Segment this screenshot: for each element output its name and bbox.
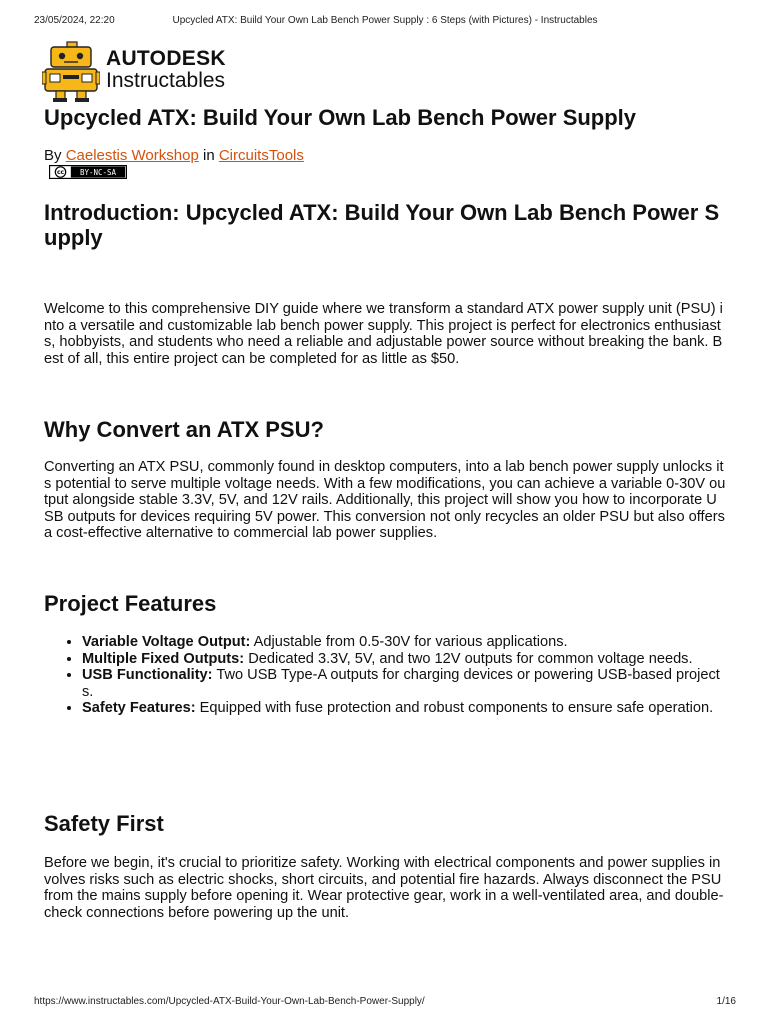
feature-label: USB Functionality: — [82, 667, 213, 683]
features-list — [44, 634, 726, 717]
feature-item — [82, 667, 726, 700]
by-label: By — [44, 147, 62, 164]
feature-item — [82, 634, 726, 651]
logo-autodesk-text: AUTODESK — [106, 47, 226, 70]
feature-label: Multiple Fixed Outputs: — [82, 650, 245, 667]
intro-heading: Introduction: Upcycled ATX: Build Your Own Lab Bench Power Supply — [44, 200, 720, 250]
why-heading: Why Convert an ATX PSU? — [44, 417, 324, 442]
instructables-logo[interactable] — [42, 40, 252, 104]
logo-instructables-text: Instructables — [106, 69, 226, 92]
feature-label: Safety Features: — [82, 700, 196, 716]
safety-heading: Safety First — [44, 811, 164, 836]
safety-paragraph: Before we begin, it's crucial to prioritize safety. Working with electrical components and power supplies involves risks such as electric shocks, short circuits, and potential fire hazards. Always disconnect the PSU from the mains supply before opening it. Wear protective gear, work in a well-ventilated area, and double-check connections before powering up the unit. — [44, 855, 724, 921]
print-page-title: Upcycled ATX: Build Your Own Lab Bench Power Supply : 6 Steps (with Pictures) - Instructables — [172, 15, 598, 26]
feature-text: Dedicated 3.3V, 5V, and two 12V outputs for common voltage needs. — [244, 650, 693, 667]
page-number: 1/16 — [716, 996, 736, 1007]
cc-license-badge[interactable] — [49, 165, 127, 179]
print-date: 23/05/2024, 22:20 — [34, 15, 115, 26]
byline — [44, 147, 304, 165]
print-url: https://www.instructables.com/Upcycled-ATX-Build-Your-Own-Lab-Bench-Power-Supply/ — [34, 996, 425, 1007]
feature-item — [82, 700, 726, 717]
feature-text: Equipped with fuse protection and robust components to ensure safe operation. — [195, 700, 714, 716]
feature-label: Variable Voltage Output: — [82, 634, 251, 650]
svg-text:cc: cc — [56, 169, 65, 177]
article-title: Upcycled ATX: Build Your Own Lab Bench Power Supply — [44, 105, 637, 130]
feature-text: Adjustable from 0.5-30V for various applications. — [250, 634, 568, 650]
category-link[interactable]: CircuitsTools — [218, 147, 304, 164]
license-text: BY-NC-SA — [79, 168, 117, 177]
instructables-robot-icon — [42, 40, 100, 104]
author-link[interactable]: Caelestis Workshop — [65, 147, 199, 164]
intro-paragraph: Welcome to this comprehensive DIY guide where we transform a standard ATX power supply unit (PSU) into a versatile and customizable lab bench power supply. This project is perfect for electronics enthusiasts, hobbyists, and students who need a reliable and adjustable power source without breaking the bank. Best of all, this entire project can be completed for as little as $50. — [44, 301, 723, 367]
features-heading: Project Features — [44, 591, 217, 616]
print-footer — [34, 996, 736, 1010]
in-label: in — [202, 147, 215, 164]
feature-text: Two USB Type-A outputs for charging devices or powering USB-based projects. — [82, 667, 720, 700]
why-paragraph: Converting an ATX PSU, commonly found in desktop computers, into a lab bench power supply unlocks its potential to serve multiple voltage needs. With a few modifications, you can achieve a variable 0-30V output alongside stable 3.3V, 5V, and 12V rails. Additionally, this project will show you how to incorporate USB outputs for devices requiring 5V power. This conversion not only recycles an older PSU but also offers a cost-effective alternative to commercial lab power supplies. — [44, 459, 726, 541]
feature-item — [82, 651, 726, 668]
print-header — [34, 15, 736, 29]
